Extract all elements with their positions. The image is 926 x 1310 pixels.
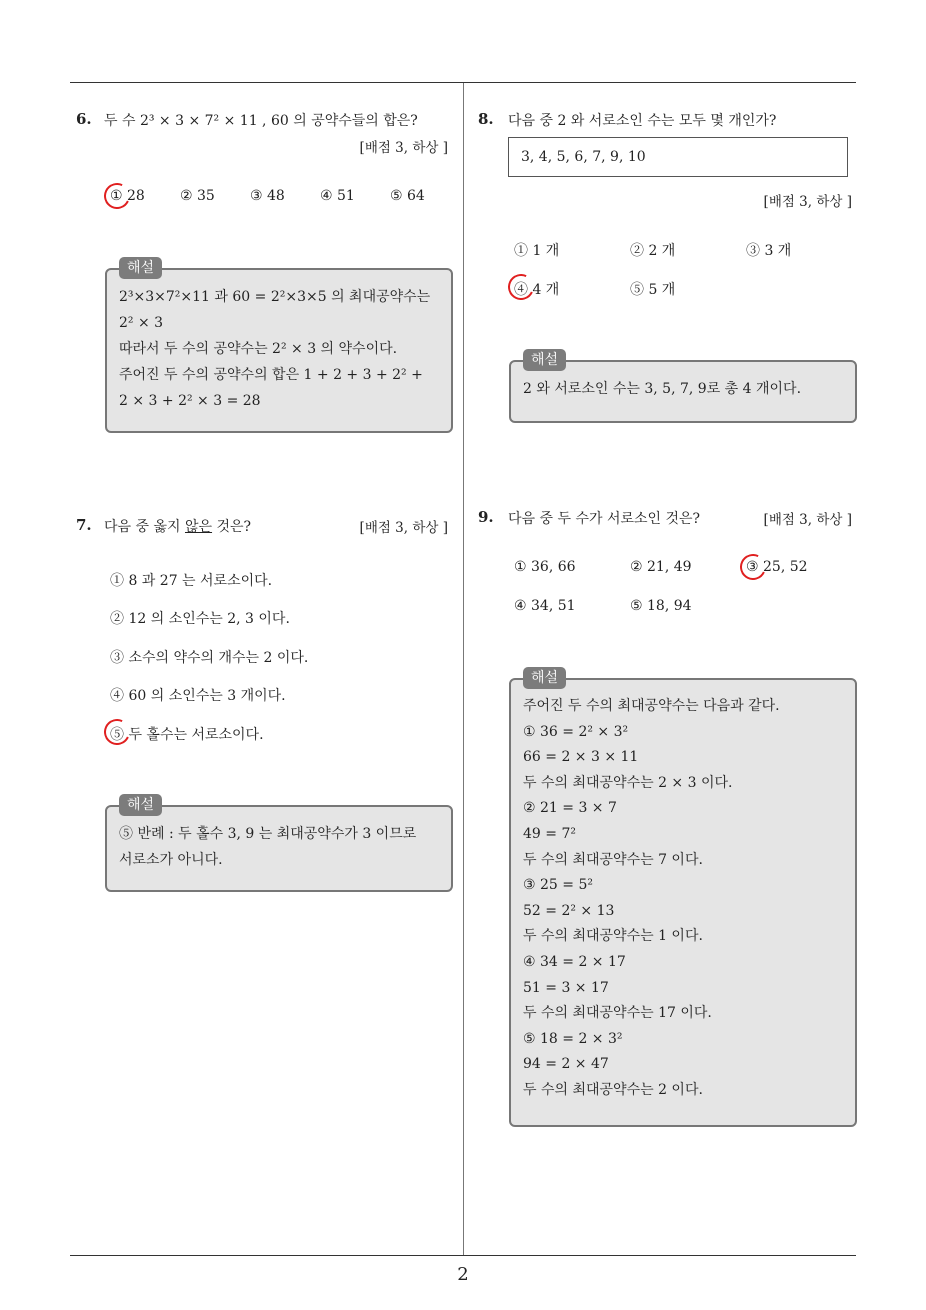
solution-box (509, 352, 857, 423)
answer-mark-icon (736, 550, 769, 583)
option-4[interactable]: ④ 34, 51 (514, 598, 576, 614)
question-text-underlined: 않은 (184, 519, 213, 535)
question-number: 7. (76, 516, 92, 534)
solution-line: 51 = 3 × 17 (523, 979, 609, 996)
solution-line: 두 수의 최대공약수는 2 이다. (523, 1081, 703, 1098)
score-label: [배점 3, 하상 ] (359, 520, 448, 536)
option-5[interactable]: ⑤ 18, 94 (630, 598, 692, 614)
solution-line: 두 수의 최대공약수는 1 이다. (523, 928, 703, 945)
solution-tag: 해설 (523, 349, 566, 371)
solution-line: ① 36 = 2² × 3² (523, 723, 629, 740)
option-2[interactable]: ② 21, 49 (630, 559, 692, 575)
option-1[interactable]: ① 36, 66 (514, 559, 576, 575)
answer-mark-icon (100, 179, 133, 212)
option-5[interactable]: ⑤ 5 개 (630, 282, 676, 298)
option-4[interactable]: ④ 60 의 소인수는 3 개이다. (110, 688, 286, 704)
solution-line: 따라서 두 수의 공약수는 2² × 3 의 약수이다. (119, 341, 398, 357)
solution-line: ⑤ 18 = 2 × 3² (523, 1030, 623, 1047)
solution-line: 2 와 서로소인 수는 3, 5, 7, 9로 총 4 개이다. (523, 381, 802, 397)
question-number: 8. (478, 110, 494, 128)
question-text-pre: 다음 중 옳지 (104, 519, 185, 535)
solution-line: 49 = 7² (523, 825, 576, 842)
option-1[interactable]: ① 28 (110, 188, 145, 204)
question-number: 9. (478, 508, 494, 526)
solution-line: 94 = 2 × 47 (523, 1056, 609, 1073)
question-text: 두 수 2³ × 3 × 7² × 11 , 60 의 공약수들의 합은? (104, 113, 418, 129)
question-text (104, 516, 251, 536)
solution-tag: 해설 (119, 794, 162, 816)
option-2[interactable]: ② 2 개 (630, 243, 676, 259)
solution-line: 2 × 3 + 2² × 3 = 28 (119, 393, 261, 409)
question-text: 다음 중 두 수가 서로소인 것은? (508, 511, 701, 527)
solution-line: 두 수의 최대공약수는 17 이다. (523, 1005, 712, 1022)
option-5[interactable]: ⑤ 두 홀수는 서로소이다. (110, 727, 264, 743)
solution-line: 주어진 두 수의 공약수의 합은 1 + 2 + 3 + 2² + (119, 367, 423, 383)
solution-box (509, 670, 857, 1127)
option-4[interactable]: ④ 51 (320, 188, 355, 204)
solution-line: 52 = 2² × 13 (523, 902, 615, 919)
solution-line: 2² × 3 (119, 315, 164, 331)
option-1[interactable]: ① 1 개 (514, 243, 560, 259)
option-4[interactable]: ④ 4 개 (514, 282, 560, 298)
solution-box (105, 260, 453, 433)
option-2[interactable]: ② 35 (180, 188, 215, 204)
question-text-post: 것은? (212, 519, 252, 535)
solution-tag: 해설 (119, 257, 162, 279)
question-text: 다음 중 2 와 서로소인 수는 모두 몇 개인가? (508, 113, 777, 129)
question-number: 6. (76, 110, 92, 128)
option-3[interactable]: ③ 48 (250, 188, 285, 204)
solution-line: 두 수의 최대공약수는 7 이다. (523, 851, 703, 868)
solution-line: ③ 25 = 5² (523, 877, 593, 894)
solution-line: 66 = 2 × 3 × 11 (523, 749, 639, 766)
column-separator (463, 83, 464, 1255)
option-3[interactable]: ③ 25, 52 (746, 559, 808, 575)
solution-box (105, 797, 453, 892)
page-number: 2 (457, 1264, 469, 1285)
option-1[interactable]: ① 8 과 27 는 서로소이다. (110, 573, 273, 589)
solution-line: 2³×3×7²×11 과 60 = 2²×3×5 의 최대공약수는 (119, 289, 431, 305)
solution-line: ② 21 = 3 × 7 (523, 800, 617, 817)
solution-line: 주어진 두 수의 최대공약수는 다음과 같다. (523, 698, 780, 714)
bottom-rule (70, 1255, 856, 1256)
option-2[interactable]: ② 12 의 소인수는 2, 3 이다. (110, 611, 290, 627)
solution-tag: 해설 (523, 667, 566, 689)
solution-line: 두 수의 최대공약수는 2 × 3 이다. (523, 774, 733, 791)
option-3[interactable]: ③ 소수의 약수의 개수는 2 이다. (110, 650, 309, 666)
solution-line: 서로소가 아니다. (119, 852, 223, 868)
score-label: [배점 3, 하상 ] (359, 140, 448, 156)
solution-line: ⑤ 반례 : 두 홀수 3, 9 는 최대공약수가 3 이므로 (119, 826, 417, 842)
score-label: [배점 3, 하상 ] (763, 512, 852, 528)
number-list-box: 3, 4, 5, 6, 7, 9, 10 (508, 137, 848, 177)
score-label: [배점 3, 하상 ] (763, 194, 852, 210)
option-5[interactable]: ⑤ 64 (390, 188, 425, 204)
option-3[interactable]: ③ 3 개 (746, 243, 792, 259)
solution-line: ④ 34 = 2 × 17 (523, 953, 626, 970)
